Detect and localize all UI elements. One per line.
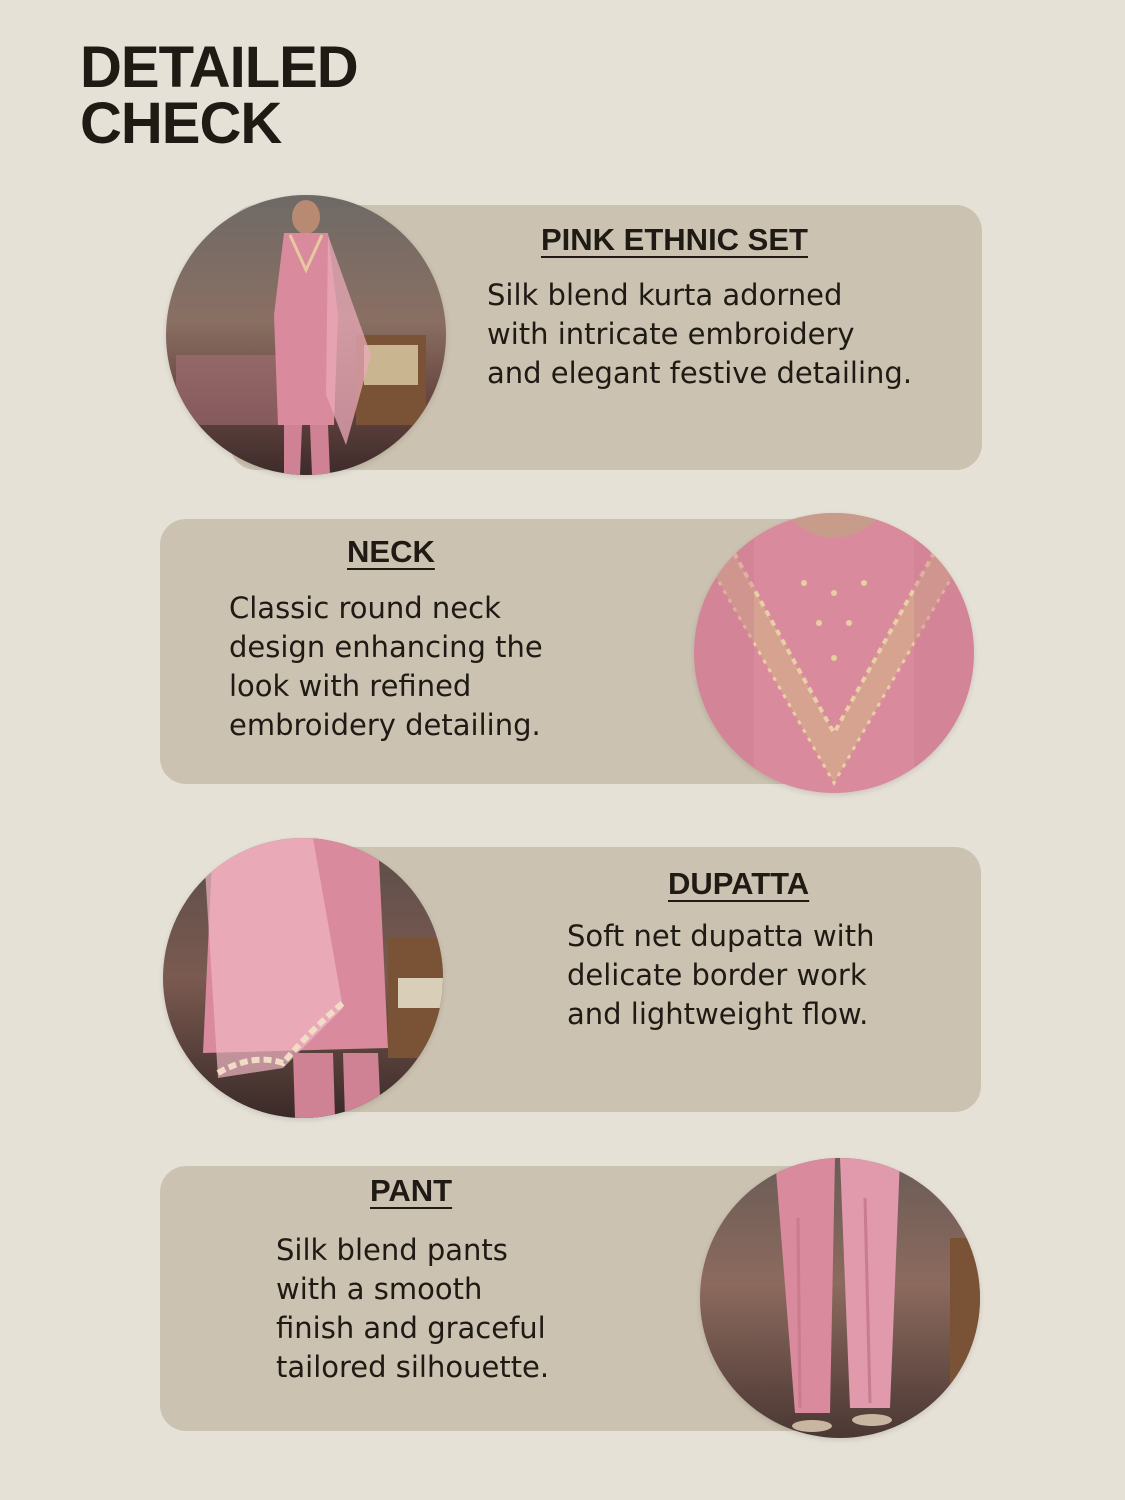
section-title: NECK <box>347 534 435 569</box>
section-description: Classic round neck design enhancing the look with refined embroidery detailing. <box>229 591 543 742</box>
section-title: DUPATTA <box>668 866 810 901</box>
section-title: PANT <box>370 1173 453 1208</box>
page-title <box>80 35 358 156</box>
pants-photo <box>700 1158 980 1438</box>
page-title-line1: DETAILED <box>80 35 358 100</box>
section-description: Silk blend kurta adorned with intricate embroidery and elegant festive detailing. <box>487 278 913 390</box>
neckline-closeup-photo <box>694 513 974 793</box>
section-description: Soft net dupatta with delicate border work and lightweight flow. <box>567 919 875 1031</box>
page-title-line2: CHECK <box>80 91 282 156</box>
section-description: Silk blend pants with a smooth finish and graceful tailored silhouette. <box>276 1233 550 1384</box>
section-title: PINK ETHNIC SET <box>541 222 808 257</box>
full-outfit-photo <box>166 195 446 475</box>
dupatta-photo <box>163 838 443 1118</box>
